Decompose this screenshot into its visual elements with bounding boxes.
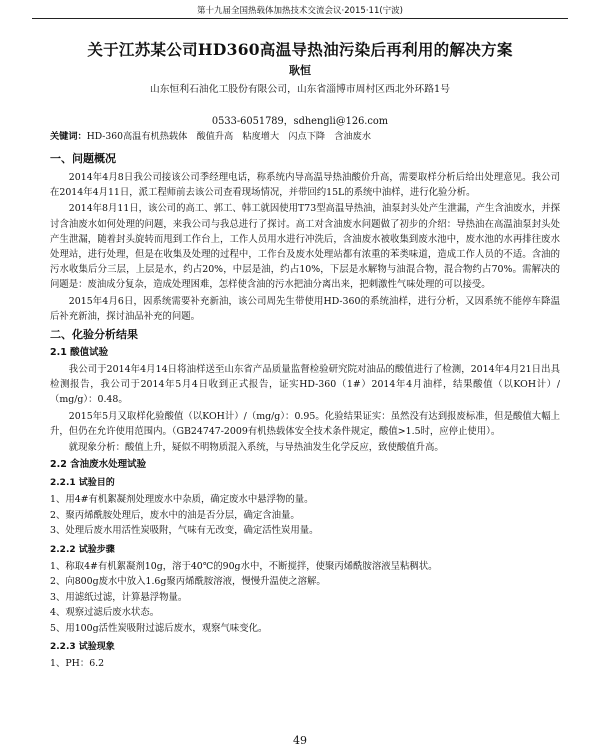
running-header: 第十九届全国热载体加热技术交流会议·2015·11(宁波): [32, 4, 568, 19]
list-item: 2、聚丙烯酰胺处理后，废水中的油是否分层，确定含油量。: [50, 509, 300, 521]
page-number: 49: [293, 734, 307, 747]
list-item: 3、用滤纸过滤，计算悬浮物量。: [50, 591, 188, 603]
list-item: 2、向800g废水中放入1.6g聚丙烯酰胺溶液，慢慢升温使之溶解。: [50, 576, 326, 588]
contact-info: 0533-6051789，sdhengli@126.com: [211, 116, 389, 127]
subsection-heading: 2.1 酸值试验: [50, 347, 109, 359]
affiliation: 山东恒利石油化工股份有限公司，山东省淄博市周村区西北外环路1号: [149, 84, 451, 95]
group-heading: 2.2.1 试验目的: [50, 478, 115, 489]
group-heading: 2.2.3 试验现象: [50, 642, 115, 653]
list-item: 3、处理后废水用活性炭吸附，气味有无改变，确定活性炭用量。: [50, 525, 319, 537]
paragraph: 我公司于2014年4月14日将油样送至山东省产品质量监督检验研究院对油品的酸值进行了检测，2014年4月21日出具检测报告，我公司于2014年5月4日收到正式报告，证实HD-360（1#）2014年4月油样，结果酸值（以KOH计）/（mg/g）：0.48。: [50, 364, 560, 406]
list-item: 1、用4#有机絮凝剂处理废水中杂质，确定废水中悬浮物的量。: [50, 494, 314, 506]
author: 耿恒: [289, 64, 311, 77]
list-item: 5、用100g活性炭吸附过滤后废水，观察气味变化。: [50, 622, 268, 634]
paragraph: 2015年5月又取样化验酸值（以KOH计）/（mg/g）：0.95。化验结果证实：虽然没有达到报废标准，但是酸值大幅上升，但仍在允许使用范围内。（GB24747-2009有机热载体安全技术条件规定，酸值>1.5时，应停止使用）。: [50, 410, 560, 437]
body-content: [50, 148, 560, 672]
paragraph: 2014年4月8日我公司接该公司季经理电话，称系统内导高温导热油酸价升高，需要取样分析后给出处理意见。我公司在2014年4月11日，派工程师前去该公司查看现场情况，并带回约15L的系统中油样，进行化验分析。: [50, 172, 560, 199]
paper-title: 关于江苏某公司HD360高温导热油污染后再利用的解决方案: [87, 40, 513, 59]
section-heading: 一、问题概况: [50, 152, 116, 165]
paragraph: 2014年8月11日，该公司的高工、郭工、韩工就因使用T73型高温导热油，油泵封头处产生泄漏，产生含油废水，并探讨含油废水如何处理的问题，来我公司与我总进行了探讨。高工对含油废水问题做了初步的介绍：导热油在高温油泵封头处产生泄漏，随着封头旋转而甩到工作台上，工作人员用水进行冲洗后，含油废水被收集到废水池中，废水池的水再排往废水处理站，进行处理，但是在收集及处理的过程中，工作台及废水处理站都有浓重的苯类味道，造成工作人员的不适。含油的污水收集后分三层，上层是水，约占20%，中层是油，约占10%，下层是水解物与油混合物，混合物约占70%。需解决的问题是：废油成分复杂，造成处理困难，怎样使含油的污水把油分离出来，把刺激性气味处理的可以接受。: [50, 203, 560, 291]
group-heading: 2.2.2 试验步骤: [50, 544, 115, 555]
paragraph: 就现象分析：酸值上升，疑似不明物质混入系统，与导热油发生化学反应，致使酸值升高。: [68, 442, 444, 454]
paragraph: 2015年4月6日，因系统需要补充新油，该公司周先生带使用HD-360的系统油样，进行分析，又因系统不能停车降温后补充新油，探讨油品补充的问题。: [50, 295, 560, 322]
keywords-label: 关键词：: [50, 131, 87, 142]
section-heading: 二、化验分析结果: [50, 328, 138, 342]
keywords: [50, 130, 560, 143]
list-item: 4、观察过滤后废水状态。: [50, 607, 160, 619]
keywords-text: HD-360高温有机热载体 酸值升高 粘度增大 闪点下降 含油废水: [86, 131, 372, 142]
subsection-heading: 2.2 含油废水处理试验: [50, 459, 147, 471]
list-item: 1、PH：6.2: [50, 658, 105, 670]
list-item: 1、称取4#有机絮凝剂10g，溶于40℃的90g水中，不断搅拌，使聚丙烯酰胺溶液呈粘稠状。: [50, 560, 438, 572]
